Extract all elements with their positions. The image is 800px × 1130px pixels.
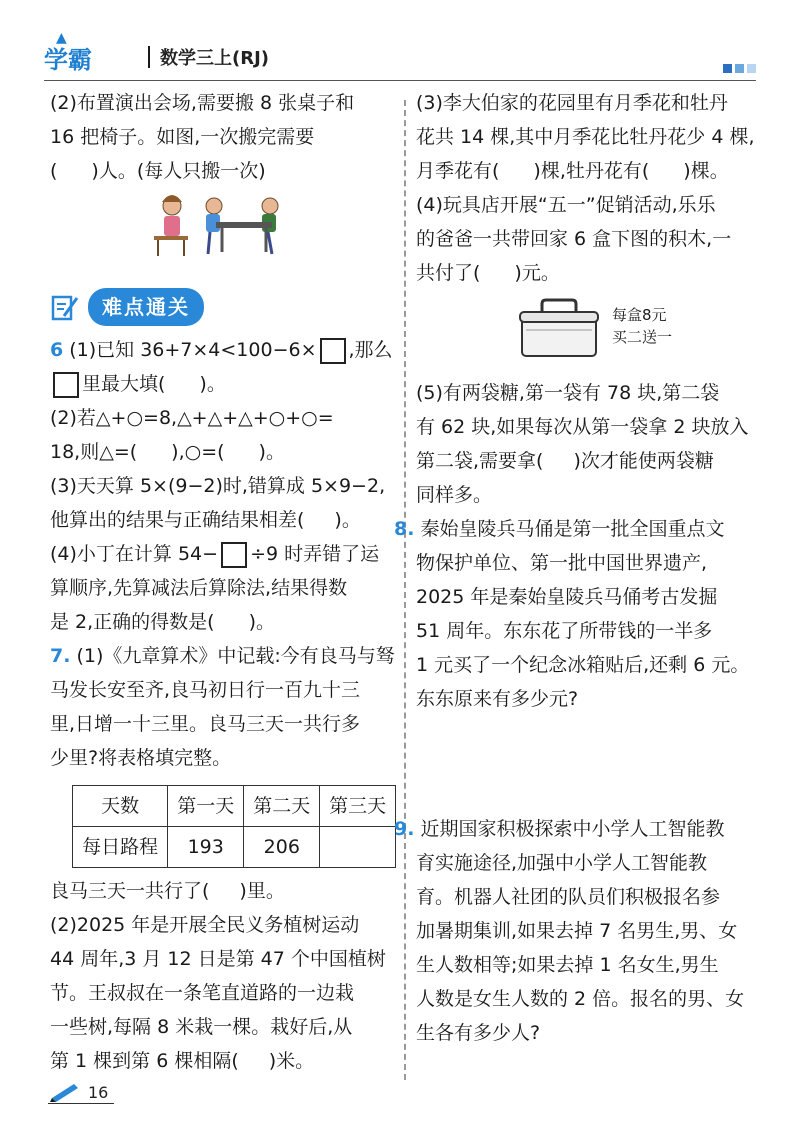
answer-box[interactable] (53, 372, 79, 398)
q7-line3: 里,日增一十三里。良马三天一共行多 (50, 713, 361, 735)
column-divider (404, 100, 406, 1080)
table-cell-empty[interactable] (320, 827, 396, 868)
q8-answer-space[interactable] (416, 716, 762, 812)
table-row-label: 每日路程 (73, 827, 168, 868)
q6-3-line2: 他算出的结果与正确结果相差( )。 (50, 509, 361, 531)
q7-2-line3: 节。王叔叔在一条笔直道路的一边栽 (50, 982, 355, 1004)
q8-line1: 8. 秦始皇陵兵马俑是第一批全国重点文 (394, 518, 725, 540)
q8-line3: 2025 年是秦始皇陵兵马俑考古发掘 (416, 586, 718, 608)
q9-line7: 生各有多少人? (416, 1022, 541, 1044)
left-column (50, 86, 396, 1078)
header-rule (44, 80, 756, 81)
table-cell: 206 (244, 827, 320, 868)
q7-2-line1: (2)2025 年是开展全民义务植树运动 (50, 914, 360, 936)
q3-line3: 月季花有( )棵,牡丹花有( )棵。 (416, 160, 729, 182)
price-note (612, 304, 672, 348)
answer-box[interactable] (320, 338, 346, 364)
footer-rule (48, 1103, 114, 1104)
brand-logo: 学霸 (44, 46, 92, 74)
q2-line1: (2)布置演出会场,需要搬 8 张桌子和 (50, 92, 355, 114)
q9-line6: 人数是女生人数的 2 倍。报名的男、女 (416, 988, 745, 1010)
q5-line1: (5)有两袋糖,第一袋有 78 块,第二袋 (416, 382, 720, 404)
q7-line1: 7. (1)《九章算术》中记载:今有良马与驽 (50, 645, 395, 667)
q4-line1: (4)玩具店开展“五一”促销活动,乐乐 (416, 194, 716, 216)
q8-line4: 51 周年。东东花了所带钱的一半多 (416, 620, 713, 642)
table-header: 第二天 (244, 786, 320, 827)
header-separator (148, 46, 150, 68)
q3-line2: 花共 14 棵,其中月季花比牡丹花少 4 棵, (416, 126, 755, 148)
toy-box-icon (516, 298, 602, 360)
q6-2-line2: 18,则△=( ),○=( )。 (50, 441, 285, 463)
moving-furniture-illustration (150, 192, 290, 262)
table-cell: 193 (168, 827, 244, 868)
page-number: 16 (88, 1083, 109, 1102)
q9-line4: 加暑期集训,如果去掉 7 名男生,男、女 (416, 920, 738, 942)
section-badge (50, 289, 204, 325)
q3-line1: (3)李大伯家的花园里有月季花和牡丹 (416, 92, 728, 114)
header-decoration (720, 58, 756, 77)
q2-line2: 16 把椅子。如图,一次搬完需要 (50, 126, 315, 148)
q4-line3: 共付了( )元。 (416, 262, 560, 284)
q2-line3: ( )人。(每人只搬一次) (50, 160, 266, 182)
price-line1: 每盒8元 (612, 306, 667, 324)
q6-line2: 里最大填( )。 (50, 367, 396, 401)
q8-line2: 物保护单位、第一批中国世界遗产, (416, 552, 708, 574)
q8-line6: 东东原来有多少元? (416, 688, 579, 710)
q9-line1: 9. 近期国家积极探索中小学人工智能教 (394, 818, 725, 840)
q6-2-line1: (2)若△+○=8,△+△+△+○+○= (50, 407, 334, 429)
graduation-cap-icon: ▲ (56, 30, 67, 46)
q4-line2: 的爸爸一共带回家 6 盒下图的积木,一 (416, 228, 732, 250)
table-header: 第三天 (320, 786, 396, 827)
page-header (44, 30, 756, 82)
book-title: 数学三上(RJ) (160, 48, 270, 69)
price-line2: 买二送一 (612, 328, 673, 346)
pencil-icon (48, 1080, 84, 1102)
q9-line5: 生人数相等;如果去掉 1 名女生,男生 (416, 954, 719, 976)
q5-line3: 第二袋,需要拿( )次才能使两袋糖 (416, 450, 714, 472)
answer-box[interactable] (221, 542, 247, 568)
q8-line5: 1 元买了一个纪念冰箱贴后,还剩 6 元。 (416, 654, 750, 676)
q7-2-line5: 第 1 棵到第 6 棵相隔( )米。 (50, 1050, 315, 1072)
toy-box-figure (416, 298, 762, 368)
table-header: 第一天 (168, 786, 244, 827)
q6-3-line1: (3)天天算 5×(9−2)时,错算成 5×9−2, (50, 475, 386, 497)
pencil-note-icon (50, 292, 80, 322)
q5-line4: 同样多。 (416, 484, 493, 506)
q6-4-line2: 算顺序,先算减法后算除法,结果得数 (50, 577, 348, 599)
section-title: 难点通关 (88, 288, 204, 326)
table-header: 天数 (73, 786, 168, 827)
right-column (394, 86, 762, 1050)
q9-line3: 育。机器人社团的队员们积极报名参 (416, 886, 721, 908)
q6-4-line3: 是 2,正确的得数是( )。 (50, 611, 276, 633)
q6-line1: 6 (1)已知 36+7×4<100−6× ,那么 (50, 333, 396, 367)
q7-line2: 马发长安至齐,良马初日行一百九十三 (50, 679, 361, 701)
distance-table (72, 785, 396, 868)
q7-answer-line: 良马三天一共行了( )里。 (50, 880, 285, 902)
q7-2-line4: 一些树,每隔 8 米栽一棵。栽好后,从 (50, 1016, 353, 1038)
q5-line2: 有 62 块,如果每次从第一袋拿 2 块放入 (416, 416, 749, 438)
q6-4-line1: (4)小丁在计算 54− ÷9 时弄错了运 (50, 537, 396, 571)
q7-2-line2: 44 周年,3 月 12 日是第 47 个中国植树 (50, 948, 386, 970)
q7-line4: 少里?将表格填完整。 (50, 747, 232, 769)
q9-line2: 育实施途径,加强中小学人工智能教 (416, 852, 708, 874)
